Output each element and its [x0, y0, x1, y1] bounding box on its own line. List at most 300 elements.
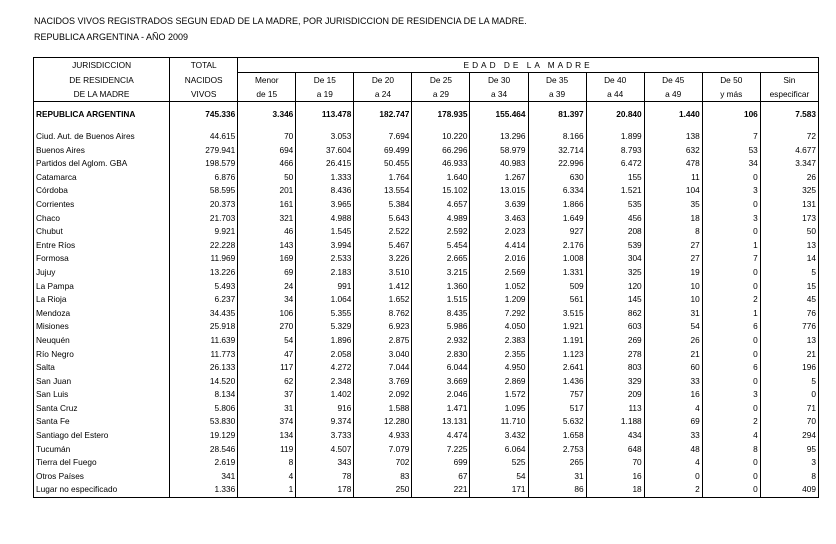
- value-cell: 325: [586, 266, 644, 280]
- value-cell: 862: [586, 307, 644, 321]
- spacer-cell: [528, 122, 586, 130]
- value-cell: 4.933: [354, 429, 412, 443]
- value-cell: 7.044: [354, 361, 412, 375]
- value-cell: 54: [238, 334, 296, 348]
- value-cell: 3.669: [412, 375, 470, 389]
- value-cell: 4.950: [470, 361, 528, 375]
- value-cell: 456: [586, 212, 644, 226]
- col-header-age-group-range: a 44: [586, 87, 644, 102]
- col-header-total-2: NACIDOS: [170, 73, 238, 88]
- jurisdiction-cell: Córdoba: [34, 184, 170, 198]
- table-row: [34, 375, 819, 389]
- value-cell: 561: [528, 293, 586, 307]
- value-cell: 2.753: [528, 443, 586, 457]
- value-cell: 1.360: [412, 280, 470, 294]
- value-cell: 32.714: [528, 144, 586, 158]
- jurisdiction-cell: Santa Fe: [34, 415, 170, 429]
- value-cell: 31: [238, 402, 296, 416]
- value-cell: 70: [586, 456, 644, 470]
- value-cell: 9.374: [296, 415, 354, 429]
- table-row: [34, 184, 819, 198]
- value-cell: 745.336: [170, 108, 238, 122]
- value-cell: 4: [702, 429, 760, 443]
- value-cell: 15.102: [412, 184, 470, 198]
- value-cell: 1.123: [528, 348, 586, 362]
- value-cell: 58.595: [170, 184, 238, 198]
- value-cell: 1.412: [354, 280, 412, 294]
- value-cell: 5.329: [296, 320, 354, 334]
- table-row: [34, 456, 819, 470]
- value-cell: 270: [238, 320, 296, 334]
- value-cell: 19: [644, 266, 702, 280]
- value-cell: 6: [702, 320, 760, 334]
- jurisdiction-cell: San Luis: [34, 388, 170, 402]
- table-row: [34, 293, 819, 307]
- value-cell: 7.292: [470, 307, 528, 321]
- value-cell: 37: [238, 388, 296, 402]
- value-cell: 26.133: [170, 361, 238, 375]
- value-cell: 2.533: [296, 252, 354, 266]
- births-by-age-table: [33, 57, 819, 498]
- value-cell: 16: [644, 388, 702, 402]
- value-cell: 60: [644, 361, 702, 375]
- jurisdiction-cell: Corrientes: [34, 198, 170, 212]
- value-cell: 27: [644, 252, 702, 266]
- value-cell: 178.935: [412, 108, 470, 122]
- col-header-age-group: De 40: [586, 73, 644, 88]
- value-cell: 6.334: [528, 184, 586, 198]
- value-cell: 3.639: [470, 198, 528, 212]
- value-cell: 95: [760, 443, 818, 457]
- value-cell: 9.921: [170, 225, 238, 239]
- col-header-age-group: De 30: [470, 73, 528, 88]
- col-header-age-group-range: a 19: [296, 87, 354, 102]
- value-cell: 46.933: [412, 157, 470, 171]
- table-row: [34, 239, 819, 253]
- value-cell: 4.988: [296, 212, 354, 226]
- value-cell: 4: [238, 470, 296, 484]
- value-cell: 8: [238, 456, 296, 470]
- value-cell: 169: [238, 252, 296, 266]
- value-cell: 325: [760, 184, 818, 198]
- value-cell: 71: [760, 402, 818, 416]
- value-cell: 33: [644, 429, 702, 443]
- value-cell: 8.436: [296, 184, 354, 198]
- value-cell: 11: [644, 171, 702, 185]
- spacer-cell: [644, 122, 702, 130]
- value-cell: 3.226: [354, 252, 412, 266]
- value-cell: 10: [644, 293, 702, 307]
- value-cell: 294: [760, 429, 818, 443]
- col-header-age-group-range: a 24: [354, 87, 412, 102]
- value-cell: 155: [586, 171, 644, 185]
- value-cell: 7.583: [760, 108, 818, 122]
- value-cell: 5: [760, 375, 818, 389]
- value-cell: 11.639: [170, 334, 238, 348]
- value-cell: 19.129: [170, 429, 238, 443]
- value-cell: 1.764: [354, 171, 412, 185]
- value-cell: 6: [702, 361, 760, 375]
- value-cell: 4.677: [760, 144, 818, 158]
- jurisdiction-cell: Chaco: [34, 212, 170, 226]
- value-cell: 6.923: [354, 320, 412, 334]
- jurisdiction-cell: Partidos del Aglom. GBA: [34, 157, 170, 171]
- table-row: [34, 361, 819, 375]
- table-row: [34, 470, 819, 484]
- spacer-row: [34, 122, 819, 130]
- value-cell: 265: [528, 456, 586, 470]
- value-cell: 18: [644, 212, 702, 226]
- value-cell: 13.296: [470, 130, 528, 144]
- value-cell: 25.918: [170, 320, 238, 334]
- table-row: [34, 198, 819, 212]
- value-cell: 3: [702, 212, 760, 226]
- value-cell: 34: [238, 293, 296, 307]
- value-cell: 269: [586, 334, 644, 348]
- value-cell: 1.402: [296, 388, 354, 402]
- value-cell: 1.052: [470, 280, 528, 294]
- table-row: [34, 266, 819, 280]
- value-cell: 4: [644, 456, 702, 470]
- table-row: [34, 443, 819, 457]
- value-cell: 40.983: [470, 157, 528, 171]
- value-cell: 11.969: [170, 252, 238, 266]
- value-cell: 1.188: [586, 415, 644, 429]
- value-cell: 927: [528, 225, 586, 239]
- col-header-jurisdiccion-1: JURISDICCION: [34, 58, 170, 73]
- value-cell: 3.463: [470, 212, 528, 226]
- value-cell: 2.046: [412, 388, 470, 402]
- value-cell: 3.040: [354, 348, 412, 362]
- value-cell: 11.773: [170, 348, 238, 362]
- col-header-age-group: De 45: [644, 73, 702, 88]
- value-cell: 2.355: [470, 348, 528, 362]
- spacer-cell: [296, 122, 354, 130]
- table-row: [34, 348, 819, 362]
- jurisdiction-cell: REPUBLICA ARGENTINA: [34, 108, 170, 122]
- value-cell: 45: [760, 293, 818, 307]
- value-cell: 8.762: [354, 307, 412, 321]
- value-cell: 13.131: [412, 415, 470, 429]
- col-header-age-group: Menor: [238, 73, 296, 88]
- value-cell: 632: [644, 144, 702, 158]
- value-cell: 6.064: [470, 443, 528, 457]
- value-cell: 0: [702, 334, 760, 348]
- value-cell: 1.331: [528, 266, 586, 280]
- value-cell: 5.355: [296, 307, 354, 321]
- value-cell: 12.280: [354, 415, 412, 429]
- value-cell: 2.641: [528, 361, 586, 375]
- jurisdiction-cell: Santiago del Estero: [34, 429, 170, 443]
- value-cell: 72: [760, 130, 818, 144]
- value-cell: 8: [760, 470, 818, 484]
- value-cell: 702: [354, 456, 412, 470]
- spacer-cell: [702, 122, 760, 130]
- value-cell: 8: [644, 225, 702, 239]
- value-cell: 4.272: [296, 361, 354, 375]
- value-cell: 113.478: [296, 108, 354, 122]
- value-cell: 69: [238, 266, 296, 280]
- value-cell: 134: [238, 429, 296, 443]
- value-cell: 5.384: [354, 198, 412, 212]
- value-cell: 21: [644, 348, 702, 362]
- value-cell: 7.694: [354, 130, 412, 144]
- value-cell: 2.830: [412, 348, 470, 362]
- value-cell: 4.507: [296, 443, 354, 457]
- col-header-age-group: De 15: [296, 73, 354, 88]
- value-cell: 1.899: [586, 130, 644, 144]
- value-cell: 2.023: [470, 225, 528, 239]
- value-cell: 69: [644, 415, 702, 429]
- value-cell: 7: [702, 130, 760, 144]
- table-row: [34, 157, 819, 171]
- value-cell: 48: [644, 443, 702, 457]
- value-cell: 0: [760, 388, 818, 402]
- col-header-age-group-range: a 49: [644, 87, 702, 102]
- jurisdiction-cell: Lugar no especificado: [34, 483, 170, 497]
- value-cell: 250: [354, 483, 412, 497]
- value-cell: 47: [238, 348, 296, 362]
- value-cell: 535: [586, 198, 644, 212]
- jurisdiction-cell: Tierra del Fuego: [34, 456, 170, 470]
- value-cell: 104: [644, 184, 702, 198]
- table-row: [34, 212, 819, 226]
- value-cell: 26.415: [296, 157, 354, 171]
- table-row: [34, 334, 819, 348]
- col-header-age-group: Sin: [760, 73, 818, 88]
- value-cell: 2.869: [470, 375, 528, 389]
- value-cell: 26: [760, 171, 818, 185]
- value-cell: 16: [586, 470, 644, 484]
- value-cell: 50: [238, 171, 296, 185]
- table-row: [34, 402, 819, 416]
- value-cell: 1.209: [470, 293, 528, 307]
- value-cell: 50: [760, 225, 818, 239]
- value-cell: 3.053: [296, 130, 354, 144]
- col-header-edad-madre: EDAD DE LA MADRE: [238, 58, 819, 73]
- jurisdiction-cell: Mendoza: [34, 307, 170, 321]
- col-header-jurisdiccion-2: DE RESIDENCIA: [34, 73, 170, 88]
- value-cell: 78: [296, 470, 354, 484]
- value-cell: 0: [702, 402, 760, 416]
- spacer-cell: [34, 122, 170, 130]
- jurisdiction-cell: Tucumán: [34, 443, 170, 457]
- value-cell: 10: [644, 280, 702, 294]
- value-cell: 0: [702, 456, 760, 470]
- value-cell: 6.876: [170, 171, 238, 185]
- value-cell: 1.436: [528, 375, 586, 389]
- value-cell: 2: [702, 415, 760, 429]
- value-cell: 10.220: [412, 130, 470, 144]
- value-cell: 70: [760, 415, 818, 429]
- col-header-age-group: De 25: [412, 73, 470, 88]
- value-cell: 18: [586, 483, 644, 497]
- value-cell: 26: [644, 334, 702, 348]
- value-cell: 2.176: [528, 239, 586, 253]
- value-cell: 0: [702, 171, 760, 185]
- value-cell: 1: [238, 483, 296, 497]
- value-cell: 3: [702, 184, 760, 198]
- value-cell: 182.747: [354, 108, 412, 122]
- value-cell: 0: [702, 375, 760, 389]
- value-cell: 3.733: [296, 429, 354, 443]
- jurisdiction-cell: Neuquén: [34, 334, 170, 348]
- col-header-age-group-range: a 34: [470, 87, 528, 102]
- jurisdiction-cell: Jujuy: [34, 266, 170, 280]
- value-cell: 2.932: [412, 334, 470, 348]
- value-cell: 525: [470, 456, 528, 470]
- jurisdiction-cell: Otros Países: [34, 470, 170, 484]
- value-cell: 58.979: [470, 144, 528, 158]
- spacer-cell: [412, 122, 470, 130]
- value-cell: 279.941: [170, 144, 238, 158]
- value-cell: 5.986: [412, 320, 470, 334]
- value-cell: 5.467: [354, 239, 412, 253]
- value-cell: 321: [238, 212, 296, 226]
- value-cell: 5: [760, 266, 818, 280]
- value-cell: 1.921: [528, 320, 586, 334]
- value-cell: 7: [702, 252, 760, 266]
- value-cell: 14: [760, 252, 818, 266]
- value-cell: 13.015: [470, 184, 528, 198]
- value-cell: 2: [644, 483, 702, 497]
- value-cell: 6.237: [170, 293, 238, 307]
- spacer-cell: [238, 122, 296, 130]
- value-cell: 22.228: [170, 239, 238, 253]
- value-cell: 201: [238, 184, 296, 198]
- col-header-total-1: TOTAL: [170, 58, 238, 73]
- value-cell: 8.134: [170, 388, 238, 402]
- value-cell: 2.665: [412, 252, 470, 266]
- value-cell: 50.455: [354, 157, 412, 171]
- value-cell: 2.619: [170, 456, 238, 470]
- value-cell: 1.095: [470, 402, 528, 416]
- value-cell: 776: [760, 320, 818, 334]
- value-cell: 4.657: [412, 198, 470, 212]
- value-cell: 4.414: [470, 239, 528, 253]
- col-header-age-group-range: a 39: [528, 87, 586, 102]
- value-cell: 648: [586, 443, 644, 457]
- col-header-age-group: De 50: [702, 73, 760, 88]
- total-row: [34, 108, 819, 122]
- value-cell: 143: [238, 239, 296, 253]
- value-cell: 991: [296, 280, 354, 294]
- value-cell: 1.521: [586, 184, 644, 198]
- value-cell: 517: [528, 402, 586, 416]
- value-cell: 4: [644, 402, 702, 416]
- value-cell: 208: [586, 225, 644, 239]
- value-cell: 2.383: [470, 334, 528, 348]
- value-cell: 31: [644, 307, 702, 321]
- jurisdiction-cell: Ciud. Aut. de Buenos Aires: [34, 130, 170, 144]
- value-cell: 53.830: [170, 415, 238, 429]
- value-cell: 3.994: [296, 239, 354, 253]
- value-cell: 694: [238, 144, 296, 158]
- value-cell: 409: [760, 483, 818, 497]
- value-cell: 106: [702, 108, 760, 122]
- value-cell: 304: [586, 252, 644, 266]
- value-cell: 0: [702, 266, 760, 280]
- value-cell: 466: [238, 157, 296, 171]
- value-cell: 2.592: [412, 225, 470, 239]
- value-cell: 120: [586, 280, 644, 294]
- value-cell: 539: [586, 239, 644, 253]
- col-header-jurisdiccion-3: DE LA MADRE: [34, 87, 170, 102]
- value-cell: 62: [238, 375, 296, 389]
- value-cell: 699: [412, 456, 470, 470]
- value-cell: 35: [644, 198, 702, 212]
- jurisdiction-cell: Catamarca: [34, 171, 170, 185]
- value-cell: 1.658: [528, 429, 586, 443]
- value-cell: 83: [354, 470, 412, 484]
- value-cell: 24: [238, 280, 296, 294]
- value-cell: 0: [702, 483, 760, 497]
- value-cell: 1.064: [296, 293, 354, 307]
- jurisdiction-cell: La Pampa: [34, 280, 170, 294]
- value-cell: 113: [586, 402, 644, 416]
- value-cell: 1.545: [296, 225, 354, 239]
- value-cell: 145: [586, 293, 644, 307]
- jurisdiction-cell: Chubut: [34, 225, 170, 239]
- value-cell: 1: [702, 307, 760, 321]
- value-cell: 2.058: [296, 348, 354, 362]
- value-cell: 3.347: [760, 157, 818, 171]
- value-cell: 3.432: [470, 429, 528, 443]
- value-cell: 198.579: [170, 157, 238, 171]
- value-cell: 67: [412, 470, 470, 484]
- value-cell: 1.471: [412, 402, 470, 416]
- value-cell: 5.806: [170, 402, 238, 416]
- value-cell: 4.050: [470, 320, 528, 334]
- value-cell: 1.267: [470, 171, 528, 185]
- value-cell: 5.454: [412, 239, 470, 253]
- col-header-age-group-range: y más: [702, 87, 760, 102]
- jurisdiction-cell: Formosa: [34, 252, 170, 266]
- table-row: [34, 130, 819, 144]
- value-cell: 8.435: [412, 307, 470, 321]
- value-cell: 2.569: [470, 266, 528, 280]
- value-cell: 8.166: [528, 130, 586, 144]
- value-cell: 278: [586, 348, 644, 362]
- value-cell: 2.348: [296, 375, 354, 389]
- value-cell: 1.652: [354, 293, 412, 307]
- col-header-age-group-range: de 15: [238, 87, 296, 102]
- value-cell: 5.632: [528, 415, 586, 429]
- value-cell: 478: [644, 157, 702, 171]
- value-cell: 0: [702, 280, 760, 294]
- value-cell: 33: [644, 375, 702, 389]
- value-cell: 161: [238, 198, 296, 212]
- value-cell: 6.472: [586, 157, 644, 171]
- value-cell: 329: [586, 375, 644, 389]
- value-cell: 3.215: [412, 266, 470, 280]
- value-cell: 2.522: [354, 225, 412, 239]
- value-cell: 1.333: [296, 171, 354, 185]
- jurisdiction-cell: Entre Ríos: [34, 239, 170, 253]
- jurisdiction-cell: Buenos Aires: [34, 144, 170, 158]
- value-cell: 13.226: [170, 266, 238, 280]
- value-cell: 341: [170, 470, 238, 484]
- value-cell: 0: [702, 348, 760, 362]
- value-cell: 4.474: [412, 429, 470, 443]
- value-cell: 3: [702, 388, 760, 402]
- table-row: [34, 429, 819, 443]
- value-cell: 0: [702, 198, 760, 212]
- table-row: [34, 483, 819, 497]
- value-cell: 1.191: [528, 334, 586, 348]
- value-cell: 1.649: [528, 212, 586, 226]
- value-cell: 343: [296, 456, 354, 470]
